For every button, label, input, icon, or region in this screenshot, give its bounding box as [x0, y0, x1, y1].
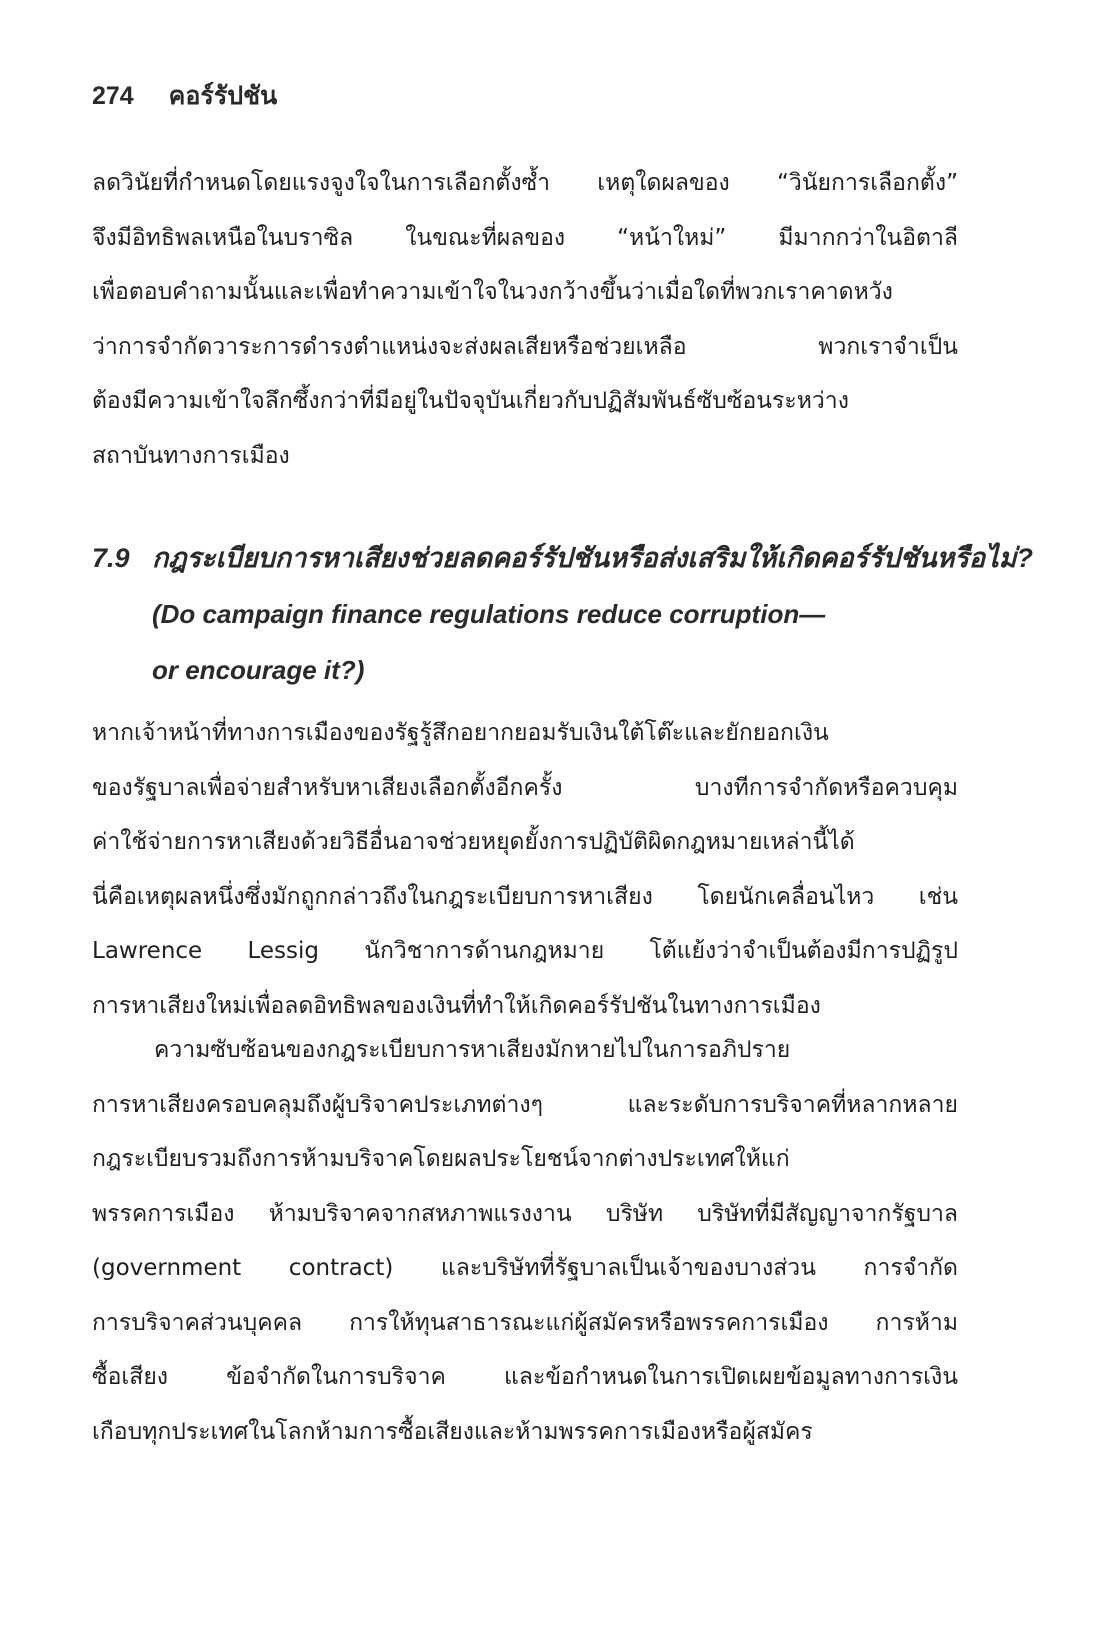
- paragraph-1: [92, 156, 958, 483]
- text-line: Lawrence Lessig นักวิชาการด้านกฎหมาย โต้แย้งว่าจำเป็นต้องมีการปฏิรูป: [92, 938, 958, 964]
- text-line: เกือบทุกประเทศในโลกห้ามการซื้อเสียงและห้ามพรรคการเมืองหรือผู้สมัคร: [92, 1418, 813, 1445]
- paragraph-2: [92, 706, 958, 1033]
- text-line: การหาเสียงใหม่เพื่อลดอิทธิพลของเงินที่ทำให้เกิดคอร์รัปชันในทางการเมือง: [92, 992, 821, 1019]
- text-line: ค่าใช้จ่ายการหาเสียงด้วยวิธีอื่นอาจช่วยหยุดยั้งการปฏิบัติผิดกฎหมายเหล่านี้ได้: [92, 829, 855, 855]
- text-line: พรรคการเมือง ห้ามบริจาคจากสหภาพแรงงาน บริษัท บริษัทที่มีสัญญาจากรัฐบาล: [92, 1200, 958, 1227]
- text-line: ลดวินัยที่กำหนดโดยแรงจูงใจในการเลือกตั้งซ้ำ เหตุใดผลของ “วินัยการเลือกตั้ง”: [92, 170, 958, 196]
- text-line: หากเจ้าหน้าที่ทางการเมืองของรัฐรู้สึกอยากยอมรับเงินใต้โต๊ะและยักยอกเงิน: [92, 720, 829, 746]
- section-title-thai: กฎระเบียบการหาเสียงช่วยลดคอร์รัปชันหรือส่งเสริมให้เกิดคอร์รัปชันหรือไม่?: [152, 543, 1033, 573]
- section-number: 7.9: [92, 543, 130, 573]
- section-title-english-line-2: or encourage it?): [152, 655, 365, 685]
- paragraph-3: [92, 1023, 958, 1459]
- text-line: ความซับซ้อนของกฎระเบียบการหาเสียงมักหายไปในการอภิปราย: [154, 1037, 791, 1063]
- book-title: คอร์รัปชัน: [168, 82, 278, 110]
- section-heading: [92, 530, 1033, 698]
- text-line: กฎระเบียบรวมถึงการห้ามบริจาคโดยผลประโยชน์จากต่างประเทศให้แก่: [92, 1146, 790, 1172]
- text-line: ซื้อเสียง ข้อจำกัดในการบริจาค และข้อกำหนดในการเปิดเผยข้อมูลทางการเงิน: [92, 1364, 958, 1390]
- text-line: ของรัฐบาลเพื่อจ่ายสำหรับหาเสียงเลือกตั้งอีกครั้ง บางทีการจำกัดหรือควบคุม: [92, 774, 958, 801]
- section-title-thai-row: [92, 530, 1033, 586]
- text-line: (government contract) และบริษัทที่รัฐบาลเป็นเจ้าของบางส่วน การจำกัด: [92, 1255, 958, 1281]
- text-line: เพื่อตอบคำถามนั้นและเพื่อทำความเข้าใจในวงกว้างขึ้นว่าเมื่อใดที่พวกเราคาดหวัง: [92, 279, 893, 305]
- text-line: การหาเสียงครอบคลุมถึงผู้บริจาคประเภทต่างๆ และระดับการบริจาคที่หลากหลาย: [92, 1091, 958, 1118]
- page-number: 274: [92, 82, 134, 110]
- text-line: สถาบันทางการเมือง: [92, 442, 290, 469]
- text-line: การบริจาคส่วนบุคคล การให้ทุนสาธารณะแก่ผู้สมัครหรือพรรคการเมือง การห้าม: [92, 1309, 958, 1336]
- text-line: นี่คือเหตุผลหนึ่งซึ่งมักถูกกล่าวถึงในกฎระเบียบการหาเสียง โดยนักเคลื่อนไหว เช่น: [92, 883, 958, 910]
- section-title-english-line-1: (Do campaign finance regulations reduce corruption—: [152, 599, 826, 629]
- text-line: จึงมีอิทธิพลเหนือในบราซิล ในขณะที่ผลของ “หน้าใหม่” มีมากกว่าในอิตาลี: [92, 224, 958, 251]
- running-header: [92, 76, 277, 116]
- text-line: ต้องมีความเข้าใจลึกซึ้งกว่าที่มีอยู่ในปัจจุบันเกี่ยวกับปฏิสัมพันธ์ซับซ้อนระหว่าง: [92, 388, 849, 414]
- text-line: ว่าการจำกัดวาระการดำรงตำแหน่งจะส่งผลเสียหรือช่วยเหลือ พวกเราจำเป็น: [92, 333, 958, 360]
